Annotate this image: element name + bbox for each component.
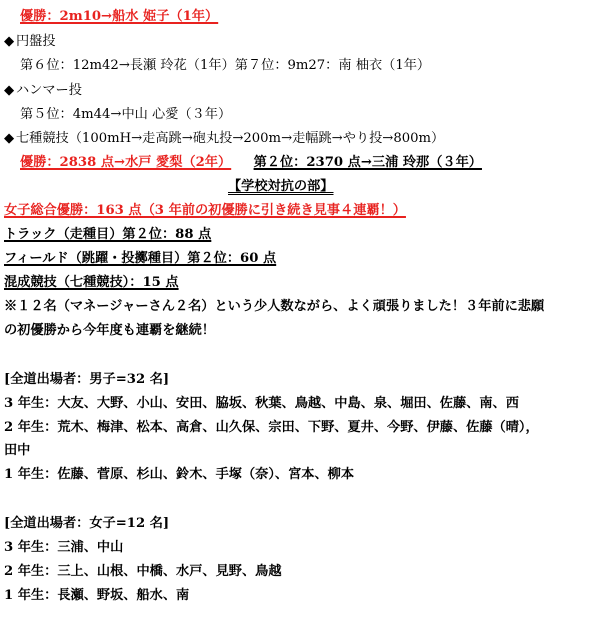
women-2nd-year: 2 年生：三上、山根、中橋、水戸、見野、鳥越 [4,564,282,579]
women-3rd-year: 3 年生：三浦、中山 [4,540,124,555]
heptathlon-heading-row [4,128,444,150]
heptathlon-second: 第２位：2370 点→三浦 玲那（３年） [253,155,482,170]
men-3rd-year: 3 年生：大友、大野、小山、安田、脇坂、秋葉、鳥越、中島、泉、堀田、佐藤、南、西 [4,396,519,411]
combined-result: 混成競技（七種競技）：15 点 [4,275,179,290]
discus-heading-row [4,31,56,53]
diamond-bullet-icon: ◆ [4,131,15,146]
men-2nd-year-cont: 田中 [4,443,31,458]
hammer-results: 第５位：4m44→中山 心愛（３年） [20,107,232,122]
men-1st-year: 1 年生：佐藤、菅原、杉山、鈴木、手塚（奈）、宮本、柳本 [4,467,355,482]
discus-heading: 円盤投 [16,34,56,49]
track-result: トラック（走種目）第２位：88 点 [4,227,212,242]
discus-results: 第６位：12m42→長瀬 玲花（1年）第７位：9m27：南 柚衣（1年） [20,58,431,73]
note-line-2: の初優勝から今年度も連覇を継続！ [4,323,215,338]
diamond-bullet-icon: ◆ [4,83,15,98]
heptathlon-winner: 優勝：2838 点→水戸 愛梨（2年） [20,155,232,170]
men-participants-header: [全道出場者：男子=32 名] [4,372,170,387]
hammer-heading-row [4,80,82,102]
hammer-heading: ハンマー投 [16,83,82,98]
heptathlon-heading: 七種競技（100mH→走高跳→砲丸投→200m→走幅跳→やり投→800m） [16,131,445,146]
school-section-title: 【学校対抗の部】 [228,179,334,194]
highjump-winner: 優勝：2m10→船水 姫子（1年） [20,9,219,24]
note-line-1: ※１２名（マネージャーさん２名）という少人数ながら、よく頑張りました！３年前に悲願 [4,299,545,314]
women-overall-title: 女子総合優勝：163 点（3 年前の初優勝に引き続き見事４連覇！） [4,203,406,218]
field-result: フィールド（跳躍・投擲種目）第２位：60 点 [4,251,277,266]
women-participants-header: [全道出場者：女子=12 名] [4,516,170,531]
diamond-bullet-icon: ◆ [4,34,15,49]
men-2nd-year: 2 年生：荒木、梅津、松本、高倉、山久保、宗田、下野、夏井、今野、伊藤、佐藤（晴）， [4,420,539,435]
heptathlon-results-row [20,152,482,174]
women-1st-year: 1 年生：長瀬、野坂、船水、南 [4,588,190,603]
